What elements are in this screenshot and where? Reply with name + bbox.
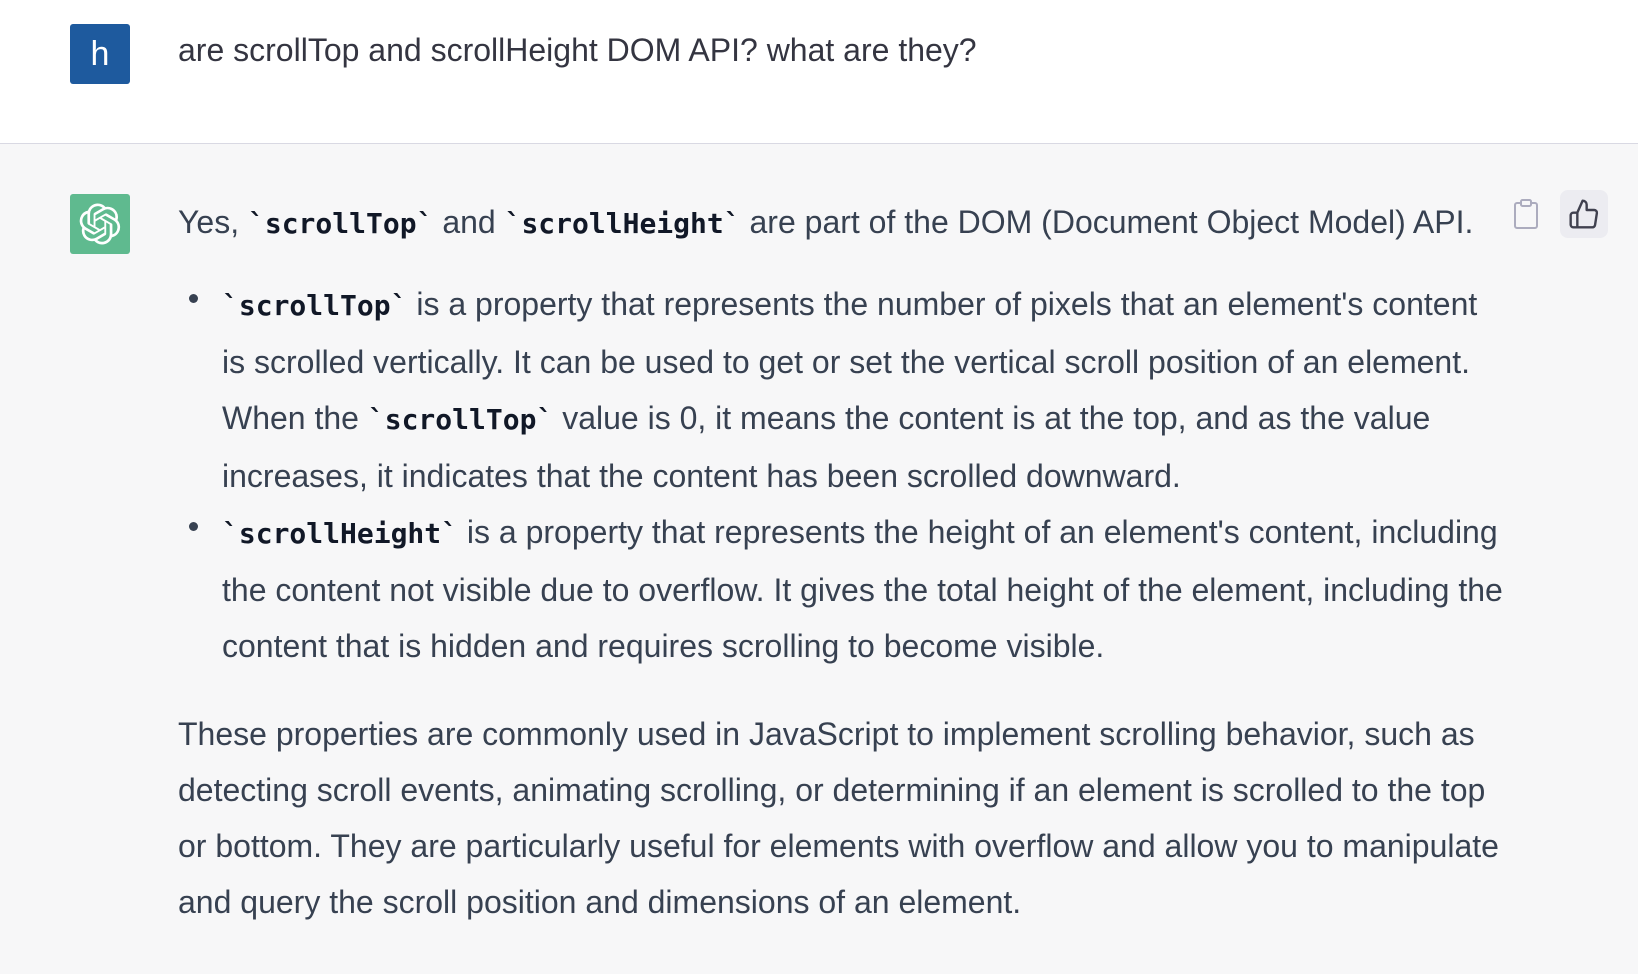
user-avatar	[70, 24, 130, 84]
list-item	[222, 504, 1508, 674]
inline-code: `scrollHeight`	[222, 517, 459, 550]
list-item-text: is a property that represents the height of an element's content, including the content not visible due to overflow. It gives the total height of the element, including the content that is hidden and requires scrolling to become visible.	[222, 514, 1503, 664]
list-item-text: is a property that represents the number of pixels that an element's content is scrolled vertically. It can be used to get or set the vertical scroll position of an element. When the	[222, 286, 1478, 436]
thumbs-up-icon	[1568, 198, 1600, 230]
inline-code-scrollheight: `scrollHeight`	[504, 207, 741, 240]
assistant-avatar	[70, 194, 130, 254]
bullet-dot	[189, 522, 198, 531]
openai-logo-icon	[79, 203, 121, 245]
user-message-row	[0, 0, 1638, 144]
inline-code-scrolltop: `scrollTop`	[247, 207, 434, 240]
inline-code: `scrollTop`	[222, 289, 408, 322]
assistant-intro-paragraph	[178, 200, 1508, 246]
clipboard-icon	[1512, 198, 1540, 230]
copy-button[interactable]	[1502, 190, 1550, 238]
thumbs-up-button[interactable]	[1560, 190, 1608, 238]
user-message-text: are scrollTop and scrollHeight DOM API? what are they?	[178, 32, 977, 68]
bullet-list	[178, 276, 1508, 674]
intro-text-2: and	[433, 204, 505, 240]
assistant-message-content	[178, 200, 1508, 930]
inline-code: `scrollTop`	[367, 403, 554, 436]
message-actions	[1502, 190, 1608, 238]
bullet-dot	[189, 294, 198, 303]
intro-text-1: Yes,	[178, 204, 248, 240]
assistant-outro-paragraph: These properties are commonly used in JavaScript to implement scrolling behavior, such as detecting scroll events, animating scrolling, or determining if an element is scrolled to the top or bottom. They are particularly useful for elements with overflow and allow you to manipulate and query the scroll position and dimensions of an element.	[178, 716, 1499, 920]
user-avatar-letter: h	[90, 34, 110, 73]
list-item	[222, 276, 1508, 504]
intro-text-3: are part of the DOM (Document Object Model) API.	[740, 204, 1474, 240]
list-item-text: value is 0, it means the content is at the top, and as the value increases, it indicates that the content has been scrolled downward.	[222, 400, 1431, 494]
assistant-message-row	[0, 144, 1638, 974]
